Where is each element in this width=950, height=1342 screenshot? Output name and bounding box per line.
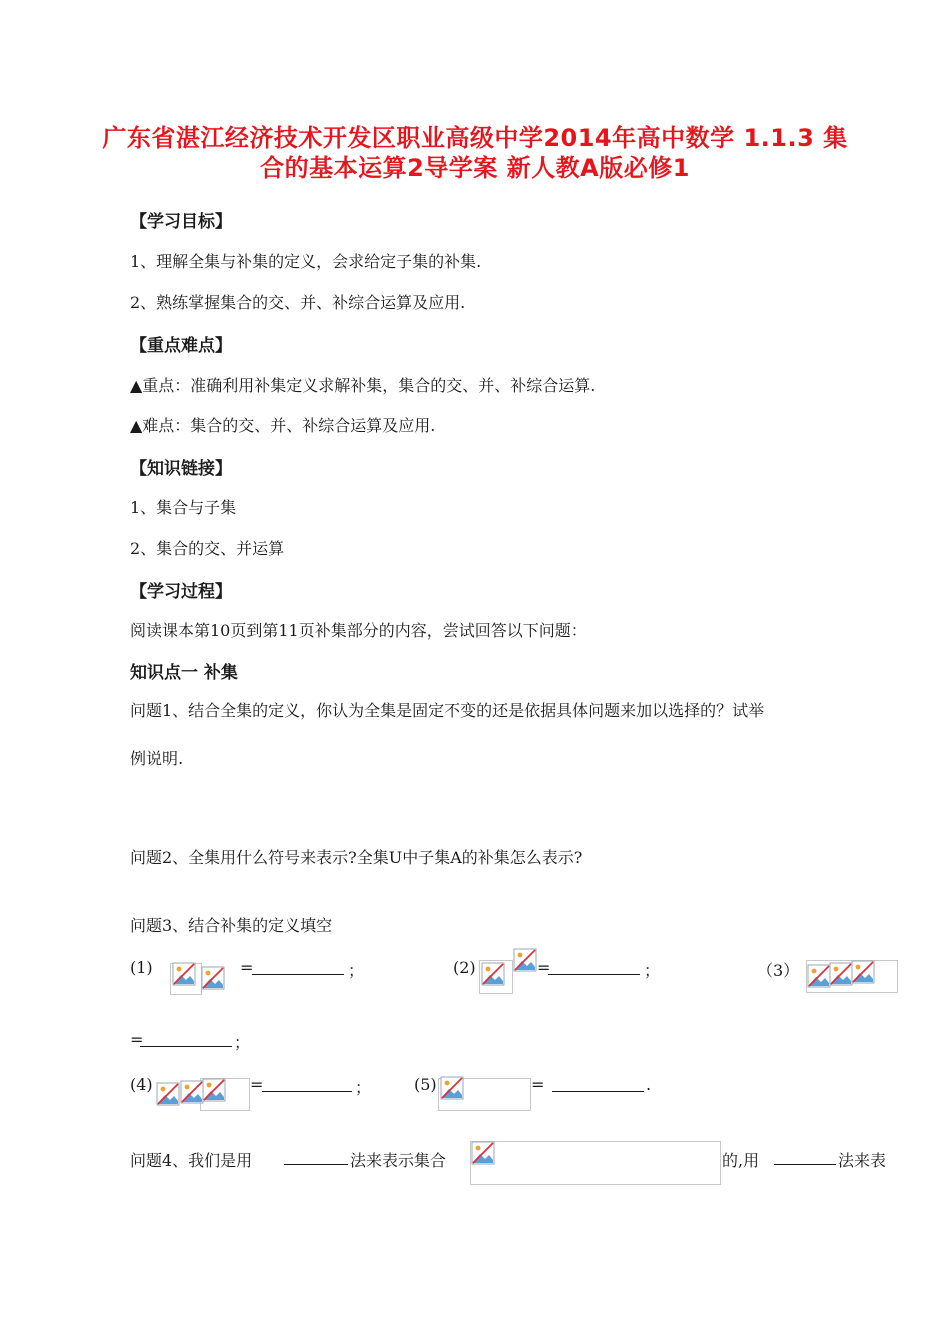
document-title-line2: 合的基本运算2导学案 新人教A版必修1	[260, 154, 690, 182]
goals-heading: 【学习目标】	[130, 212, 232, 232]
item-3-label: （3）	[757, 961, 800, 980]
answer-blank[interactable]	[252, 960, 344, 975]
broken-image-icon	[172, 962, 196, 986]
item-5-label: (5)	[414, 1075, 437, 1094]
equals-sign: =	[250, 1075, 264, 1094]
equals-sign: =	[531, 1075, 545, 1094]
broken-image-icon	[807, 964, 831, 988]
link-1: 1、集合与子集	[130, 498, 237, 517]
reading-instruction: 阅读课本第10页到第11页补集部分的内容，尝试回答以下问题：	[130, 621, 587, 640]
answer-blank[interactable]	[552, 1077, 644, 1092]
broken-image-icon	[180, 1080, 204, 1104]
question-3: 问题3、结合补集的定义填空	[130, 916, 333, 935]
item-4-label: (4)	[130, 1075, 153, 1094]
formula-frame	[470, 1141, 721, 1185]
answer-blank[interactable]	[284, 1150, 348, 1165]
equals-sign: =	[240, 958, 254, 977]
semicolon: ；	[355, 1078, 372, 1097]
key-heading: 【重点难点】	[130, 336, 232, 356]
question-2: 问题2、全集用什么符号来表示?全集U中子集A的补集怎么表示?	[130, 848, 583, 867]
question-4-start: 问题4、我们是用	[130, 1151, 253, 1170]
process-heading: 【学习过程】	[130, 582, 232, 602]
link-2: 2、集合的交、并运算	[130, 539, 285, 558]
item-2-label: (2)	[453, 958, 476, 977]
semicolon: ；	[644, 961, 661, 980]
knowledge-point-heading: 知识点一 补集	[130, 663, 238, 683]
broken-image-icon	[440, 1076, 464, 1100]
question-1-line2: 例说明.	[130, 749, 184, 768]
broken-image-icon	[513, 948, 537, 972]
question-1-line1: 问题1、结合全集的定义，你认为全集是固定不变的还是依据具体问题来加以选择的？试举	[130, 701, 765, 720]
difficult-point: ▲难点：集合的交、并、补综合运算及应用.	[130, 416, 436, 435]
semicolon: ；	[348, 961, 365, 980]
equals-sign: =	[537, 958, 551, 977]
answer-blank[interactable]	[548, 960, 640, 975]
broken-image-icon	[481, 962, 505, 986]
goal-2: 2、熟练掌握集合的交、并、补综合运算及应用.	[130, 293, 466, 312]
question-4-mid: 法来表示集合	[350, 1151, 447, 1170]
period: .	[646, 1075, 652, 1094]
broken-image-icon	[471, 1141, 495, 1165]
broken-image-icon	[202, 1078, 226, 1102]
broken-image-icon	[201, 966, 225, 990]
question-4-after: 的,用	[722, 1151, 760, 1170]
answer-blank[interactable]	[774, 1150, 836, 1165]
equals-sign: =	[130, 1030, 144, 1049]
broken-image-icon	[851, 960, 875, 984]
item-1-label: (1)	[130, 958, 153, 977]
goal-1: 1、理解全集与补集的定义，会求给定子集的补集.	[130, 252, 482, 271]
answer-blank[interactable]	[140, 1032, 232, 1047]
link-heading: 【知识链接】	[130, 459, 232, 479]
question-4-end: 法来表	[838, 1151, 887, 1170]
answer-blank[interactable]	[262, 1077, 352, 1092]
broken-image-icon	[829, 962, 853, 986]
broken-image-icon	[156, 1082, 180, 1106]
key-point: ▲重点：准确利用补集定义求解补集，集合的交、并、补综合运算.	[130, 376, 596, 395]
semicolon: ；	[234, 1033, 251, 1052]
document-title-line1: 广东省湛江经济技术开发区职业高级中学2014年高中数学 1.1.3 集	[102, 124, 848, 152]
